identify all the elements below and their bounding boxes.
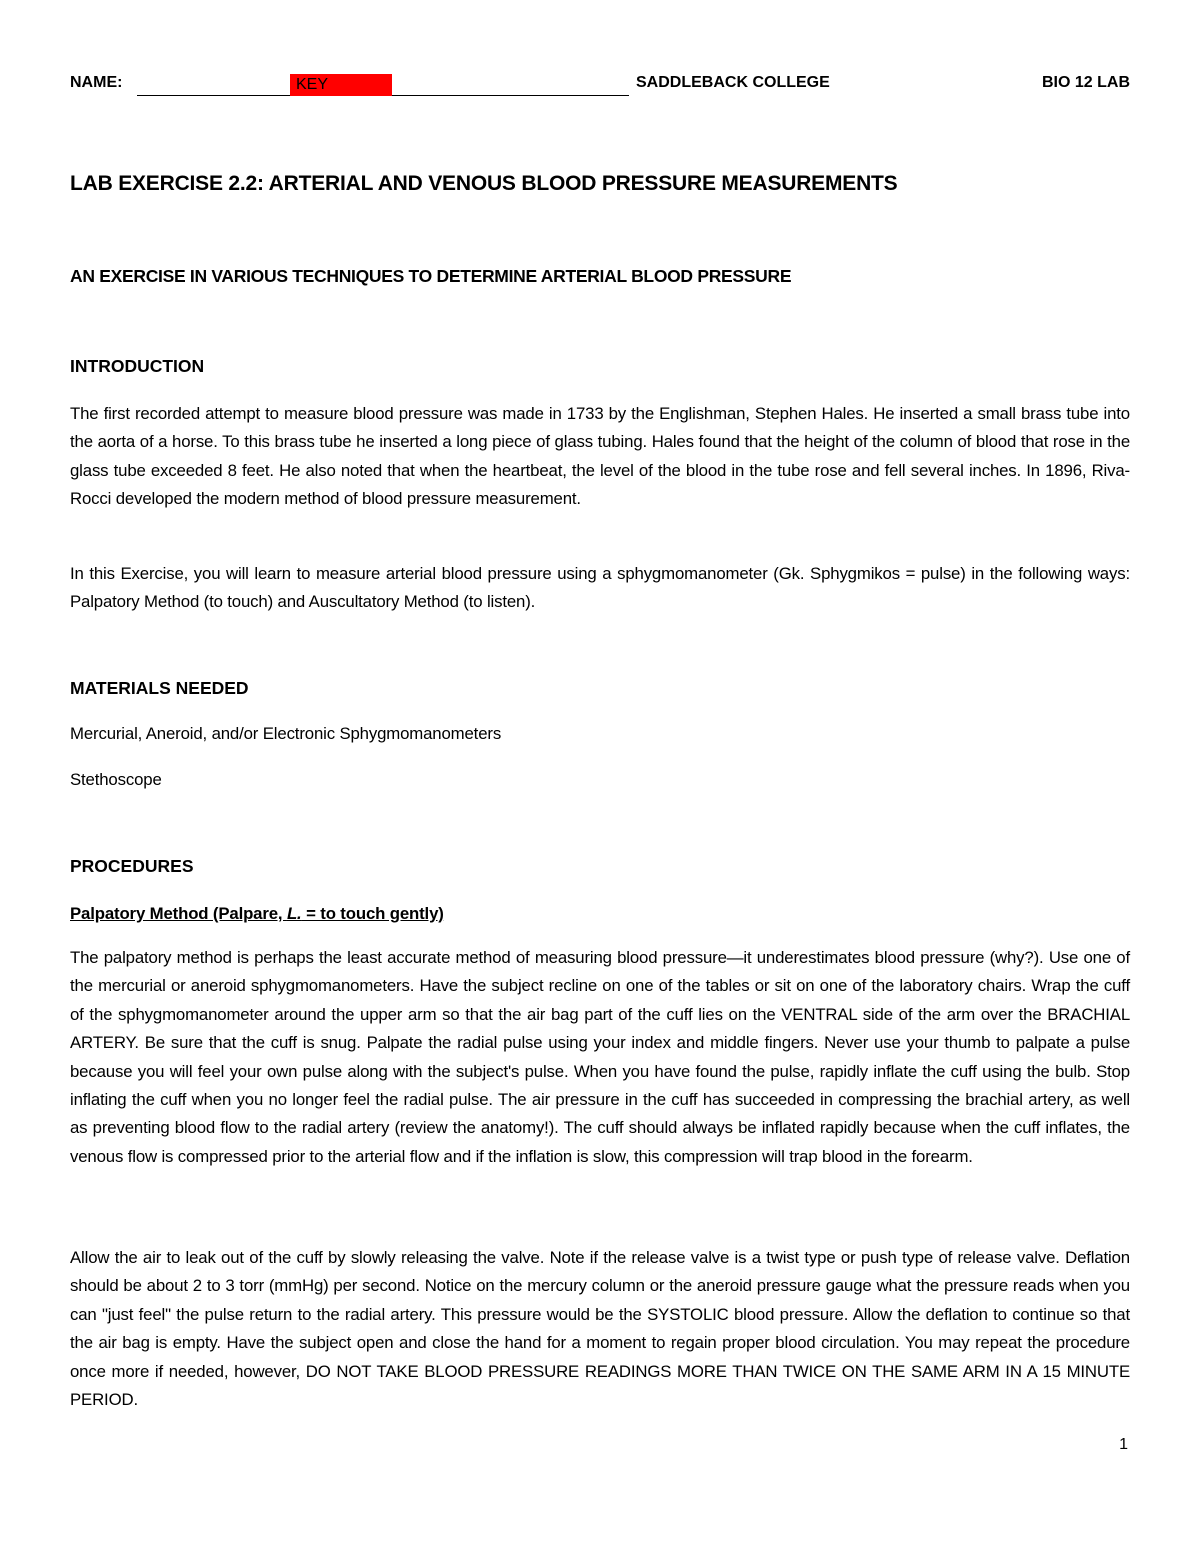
materials-item: Stethoscope — [70, 770, 162, 789]
palpatory-paragraph-2: Allow the air to leak out of the cuff by slowly releasing the valve. Note if the release valve is a twist type or push type of release valve. Deflation should be about 2 to 3 torr (mmHg) per second. Notice on the mercury column or the aneroid pressure gauge what the pressure reads when you can "just feel" the pulse return to the radial artery. This pressure would be the SYSTOLIC blood pressure. Allow the deflation to continue so that the air bag is empty. Have the subject open and close the hand for a moment to regain proper blood circulation. You may repeat the procedure once more if needed, however, DO NOT TAKE BLOOD PRESSURE READINGS MORE THAN TWICE ON THE SAME ARM IN A 15 MINUTE PERIOD. — [70, 1248, 1130, 1410]
procedures-heading: PROCEDURES — [70, 856, 194, 876]
introduction-heading: INTRODUCTION — [70, 356, 205, 376]
materials-heading: MATERIALS NEEDED — [70, 678, 249, 698]
name-value-key: KEY — [290, 74, 392, 96]
page-header — [70, 74, 1130, 98]
name-label: NAME: — [70, 74, 123, 91]
introduction-paragraph-1: The first recorded attempt to measure blood pressure was made in 1733 by the Englishman, Stephen Hales. He inserted a small brass tube into the aorta of a horse. To this brass tube he inserted a long piece of glass tubing. Hales found that the height of the column of blood that rose in the glass tube exceeded 8 feet. He also noted that when the heartbeat, the level of the blood in the tube rose and fell several inches. In 1896, Riva-Rocci developed the modern method of blood pressure measurement. — [70, 404, 1130, 509]
college-name: SADDLEBACK COLLEGE — [636, 74, 830, 91]
materials-item: Mercurial, Aneroid, and/or Electronic Sphygmomanometers — [70, 724, 502, 743]
course-label: BIO 12 LAB — [1041, 74, 1130, 91]
palpatory-method-title — [70, 900, 1130, 928]
method-title-lang: L. — [286, 904, 302, 923]
method-title-prefix: Palpatory Method (Palpare, — [70, 904, 287, 923]
palpatory-paragraph-1: The palpatory method is perhaps the least accurate method of measuring blood pressure—it underestimates blood pressure (why?). Use one of the mercurial or aneroid sphygmomanometers. Have the subject recline on one of the tables or sit on one of the laboratory chairs. Wrap the cuff of the sphygmomanometer around the upper arm so that the air bag part of the cuff lies on the VENTRAL side of the arm over the BRACHIAL ARTERY. Be sure that the cuff is snug. Palpate the radial pulse using your index and middle fingers. Never use your thumb to palpate a pulse because you will feel your own pulse along with the subject's pulse. When you have found the pulse, rapidly inflate the cuff using the bulb. Stop inflating the cuff when you no longer feel the radial pulse. The air pressure in the cuff has succeeded in compressing the brachial artery, as well as preventing blood flow to the radial artery (review the anatomy!). The cuff should always be inflated rapidly because when the cuff inflates, the venous flow is compressed prior to the arterial flow and if the inflation is slow, this compression will trap blood in the forearm. — [70, 948, 1130, 1166]
page-number: 1 — [1119, 1436, 1128, 1453]
document-subtitle: AN EXERCISE IN VARIOUS TECHNIQUES TO DETERMINE ARTERIAL BLOOD PRESSURE — [70, 266, 792, 286]
introduction-paragraph-2: In this Exercise, you will learn to measure arterial blood pressure using a sphygmomanometer (Gk. Sphygmikos = pulse) in the following ways: Palpatory Method (to touch) and Auscultatory Method (to listen). — [70, 564, 1130, 612]
document-title: LAB EXERCISE 2.2: ARTERIAL AND VENOUS BLOOD PRESSURE MEASUREMENTS — [70, 172, 898, 195]
method-title-suffix: = to touch gently) — [301, 904, 444, 923]
